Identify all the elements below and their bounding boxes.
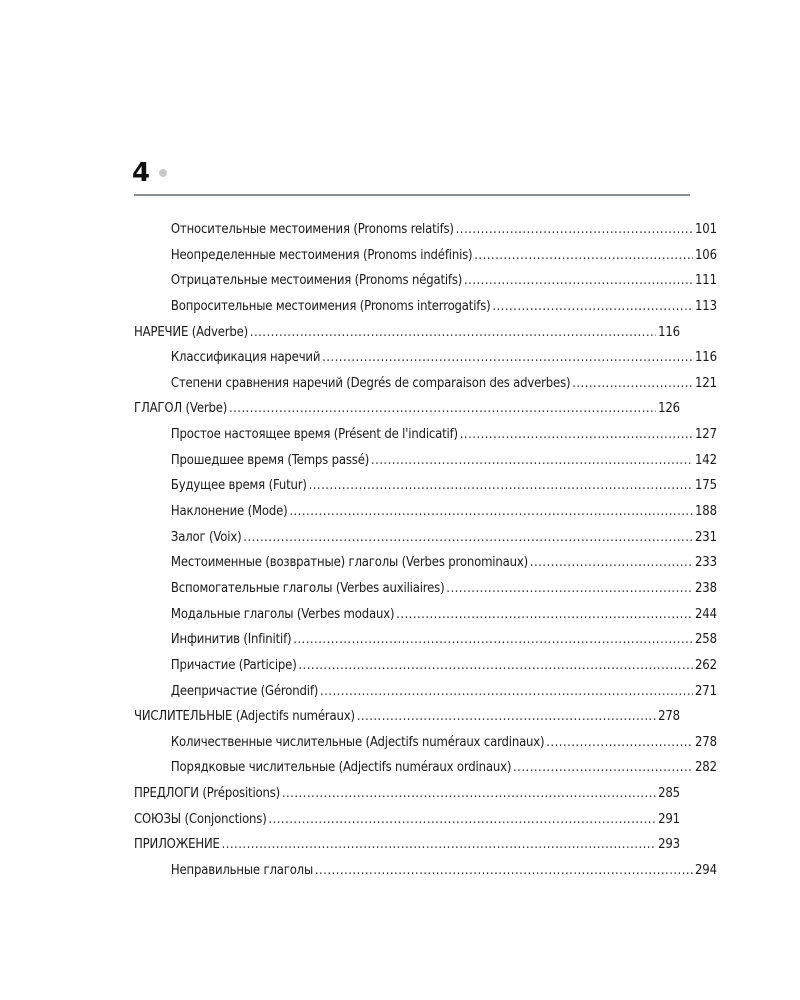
toc-entry-page-number: 111 bbox=[695, 273, 717, 289]
toc-entry-title: Прошедшее время (Temps passé) bbox=[170, 452, 370, 468]
toc-entry-page-number: 101 bbox=[695, 222, 717, 237]
toc-entry-title: Степени сравнения наречий (Degrés de comparaison des adverbes) bbox=[170, 375, 571, 391]
toc-section-entry bbox=[134, 832, 680, 858]
toc-section-entry bbox=[134, 704, 680, 730]
page-number: 4 bbox=[132, 158, 151, 188]
toc-subsection-entry bbox=[134, 602, 717, 628]
toc-entry-title: Неопределенные местоимения (Pronoms indéfinis) bbox=[170, 247, 473, 263]
toc-dot-leader bbox=[282, 781, 656, 807]
toc-entry-page-number: 231 bbox=[695, 529, 717, 545]
toc-entry-title: Порядковые числительные (Adjectifs numéraux ordinaux) bbox=[170, 760, 512, 776]
toc-entry-page-number: 142 bbox=[695, 452, 717, 468]
toc-dot-leader bbox=[222, 832, 657, 858]
toc-entry-page-number: 116 bbox=[658, 324, 680, 340]
table-of-contents bbox=[134, 217, 717, 884]
toc-entry-page-number: 293 bbox=[658, 837, 680, 853]
toc-entry-page-number: 294 bbox=[695, 863, 717, 879]
toc-entry-page-number: 238 bbox=[695, 580, 717, 596]
toc-dot-leader bbox=[464, 268, 693, 294]
toc-entry-title: Причастие (Participe) bbox=[170, 657, 297, 673]
toc-dot-leader bbox=[513, 755, 693, 781]
toc-dot-leader bbox=[320, 679, 693, 705]
toc-entry-page-number: 113 bbox=[695, 298, 717, 314]
toc-dot-leader bbox=[460, 422, 693, 448]
toc-dot-leader bbox=[309, 473, 694, 499]
toc-dot-leader bbox=[572, 371, 693, 397]
toc-dot-leader bbox=[298, 653, 693, 679]
toc-subsection-entry bbox=[134, 679, 717, 705]
toc-dot-leader bbox=[357, 704, 657, 730]
toc-entry-page-number: 285 bbox=[658, 786, 680, 802]
toc-entry-title: НАРЕЧИЕ (Adverbe) bbox=[134, 324, 248, 340]
toc-entry-page-number: 127 bbox=[695, 427, 717, 443]
toc-entry-page-number: 116 bbox=[695, 350, 717, 366]
toc-entry-page-number: 262 bbox=[695, 657, 717, 673]
page-number-dot bbox=[159, 169, 167, 177]
toc-dot-leader bbox=[229, 396, 656, 422]
toc-section-entry bbox=[134, 320, 680, 346]
toc-dot-leader bbox=[293, 627, 693, 653]
toc-subsection-entry bbox=[134, 550, 717, 576]
toc-entry-title: Вопросительные местоимения (Pronoms interrogatifs) bbox=[170, 298, 491, 314]
toc-entry-title: Количественные числительные (Adjectifs numéraux cardinaux) bbox=[170, 734, 545, 750]
toc-entry-page-number: 244 bbox=[695, 606, 717, 622]
toc-dot-leader bbox=[289, 499, 693, 525]
toc-dot-leader bbox=[492, 294, 693, 320]
toc-dot-leader bbox=[546, 730, 693, 756]
toc-entry-title: Модальные глаголы (Verbes modaux) bbox=[170, 606, 395, 622]
toc-entry-title: Простое настоящее время (Présent de l'indicatif) bbox=[170, 427, 458, 443]
toc-dot-leader bbox=[446, 576, 693, 602]
toc-subsection-entry bbox=[134, 653, 717, 679]
toc-entry-title: ПРЕДЛОГИ (Prépositions) bbox=[134, 786, 281, 802]
toc-dot-leader bbox=[243, 525, 693, 551]
toc-subsection-entry bbox=[134, 473, 717, 499]
toc-subsection-entry bbox=[134, 576, 717, 602]
toc-subsection-entry bbox=[134, 217, 717, 243]
toc-subsection-entry bbox=[134, 858, 717, 884]
toc-entry-title: ПРИЛОЖЕНИЕ bbox=[134, 837, 220, 853]
toc-entry-title: СОЮЗЫ (Conjonctions) bbox=[134, 811, 267, 827]
toc-subsection-entry bbox=[134, 730, 717, 756]
toc-subsection-entry bbox=[134, 268, 717, 294]
toc-subsection-entry bbox=[134, 525, 717, 551]
toc-section-entry bbox=[134, 807, 680, 833]
toc-entry-page-number: 233 bbox=[695, 555, 717, 571]
toc-entry-page-number: 188 bbox=[695, 504, 717, 520]
toc-section-entry bbox=[134, 781, 680, 807]
toc-entry-title: Деепричастие (Gérondif) bbox=[170, 683, 319, 699]
toc-subsection-entry bbox=[134, 294, 717, 320]
toc-entry-page-number: 291 bbox=[658, 811, 680, 827]
toc-dot-leader bbox=[268, 807, 656, 833]
toc-entry-title: Отрицательные местоимения (Pronoms négatifs) bbox=[170, 273, 463, 289]
toc-entry-page-number: 282 bbox=[695, 760, 717, 776]
toc-entry-title: Местоименные (возвратные) глаголы (Verbes pronominaux) bbox=[170, 555, 528, 571]
toc-entry-title: Инфинитив (Infinitif) bbox=[170, 632, 292, 648]
toc-entry-page-number: 278 bbox=[695, 734, 717, 750]
toc-entry-title: ГЛАГОЛ (Verbe) bbox=[134, 401, 228, 417]
toc-entry-title: Классификация наречий bbox=[170, 350, 321, 366]
toc-entry-page-number: 175 bbox=[695, 478, 717, 494]
toc-subsection-entry bbox=[134, 499, 717, 525]
toc-entry-page-number: 278 bbox=[658, 709, 680, 725]
toc-entry-page-number: 271 bbox=[695, 683, 717, 699]
toc-subsection-entry bbox=[134, 422, 717, 448]
toc-entry-page-number: 106 bbox=[695, 247, 717, 263]
toc-subsection-entry bbox=[134, 345, 717, 371]
toc-entry-title: Вспомогательные глаголы (Verbes auxiliaires) bbox=[170, 580, 445, 596]
toc-subsection-entry bbox=[134, 371, 717, 397]
toc-entry-title: Залог (Voix) bbox=[170, 529, 242, 545]
toc-dot-leader bbox=[322, 345, 693, 371]
toc-entry-title: Неправильные глаголы bbox=[170, 863, 314, 879]
toc-dot-leader bbox=[371, 448, 693, 474]
toc-subsection-entry bbox=[134, 627, 717, 653]
toc-subsection-entry bbox=[134, 243, 717, 269]
toc-dot-leader bbox=[396, 602, 693, 628]
toc-dot-leader bbox=[474, 243, 693, 269]
toc-entry-title: Наклонение (Mode) bbox=[170, 504, 288, 520]
header-divider bbox=[134, 194, 690, 196]
toc-dot-leader bbox=[250, 320, 657, 346]
toc-entry-title: Относительные местоимения (Pronoms relatifs) bbox=[170, 222, 454, 237]
toc-entry-page-number: 258 bbox=[695, 632, 717, 648]
toc-subsection-entry bbox=[134, 448, 717, 474]
toc-subsection-entry bbox=[134, 755, 717, 781]
toc-section-entry bbox=[134, 396, 680, 422]
toc-entry-title: Будущее время (Futur) bbox=[170, 478, 307, 494]
toc-dot-leader bbox=[530, 550, 693, 576]
toc-entry-page-number: 126 bbox=[658, 401, 680, 417]
toc-entry-title: ЧИСЛИТЕЛЬНЫЕ (Adjectifs numéraux) bbox=[134, 709, 355, 725]
toc-entry-page-number: 121 bbox=[695, 375, 717, 391]
toc-dot-leader bbox=[456, 217, 694, 243]
toc-dot-leader bbox=[315, 858, 693, 884]
